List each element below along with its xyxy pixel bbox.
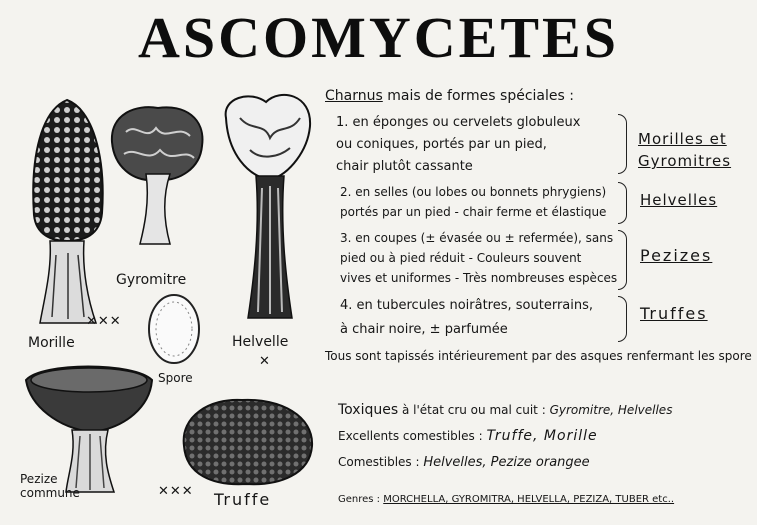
gyromitre-illustration [106,102,210,252]
edibility-toxic [338,402,672,418]
item-2-bracket [618,182,627,224]
page-title: ASCOMYCETES [138,5,619,70]
truffe-label: Truffe [214,490,272,509]
spore-label: Spore [158,371,193,385]
item-1-line-1: 1. en éponges ou cervelets globuleux [336,115,581,130]
item-4-line-1: 4. en tubercules noirâtres, souterrains, [340,298,594,313]
helvelle-label: Helvelle [232,334,289,350]
truffe-toxicity-marks: ✕✕✕ [158,484,194,499]
intro-term: Charnus [325,88,383,104]
morille-label: Morille [28,335,75,351]
spore-illustration [146,292,202,366]
item-1-text [336,112,580,178]
item-2-line-1: 2. en selles (ou lobes ou bonnets phrygiens) [340,185,607,199]
intro-line [325,88,574,104]
item-3-line-2: pied ou à pied réduit - Couleurs souvent [340,251,582,265]
item-1-group-line-1: Morilles et [638,130,727,148]
item-2-group-line-1: Helvelles [640,191,718,209]
pezize-label-line2: commune [20,486,80,500]
helvelle-toxicity-mark: ✕ [259,354,271,369]
asques-note: Tous sont tapissés intérieurement par des asques renfermant les spore [325,349,752,363]
edibility-edible-label: Comestibles : [338,455,424,469]
genres-value: MORCHELLA, GYROMITRA, HELVELLA, PEZIZA, TUBER etc.. [383,494,675,505]
morille-illustration [22,95,112,330]
truffe-illustration [180,396,316,488]
item-1-group-line-2: Gyromitres [638,152,732,170]
item-3-line-3: vives et uniformes - Très nombreuses espèces [340,271,618,285]
edibility-excellent [338,428,598,444]
item-1-line-3: chair plutôt cassante [336,159,473,174]
item-2-group [640,192,717,208]
item-4-text [340,294,593,342]
intro-rest: mais de formes spéciales : [382,88,574,104]
edibility-toxic-text: à l'état cru ou mal cuit : [398,403,550,417]
item-2-line-2: portés par un pied - chair ferme et élastique [340,205,607,219]
genres-label: Genres : [338,494,384,505]
item-4-line-2: à chair noire, ± parfumée [340,322,508,337]
item-1-bracket [618,114,627,174]
item-4-group-line-1: Truffes [640,304,708,323]
genres-line [338,492,674,508]
pezize-label [20,472,80,500]
gyromitre-label: Gyromitre [116,272,187,288]
item-3-group [640,248,712,264]
edibility-edible-value: Helvelles, Pezize orangee [423,455,590,470]
item-2-text [340,182,606,222]
edibility-toxic-label: Toxiques [338,402,399,418]
edibility-excellent-value: Truffe, Morille [486,428,598,444]
item-3-group-line-1: Pezizes [640,246,713,265]
edibility-toxic-value: Gyromitre, Helvelles [549,403,673,417]
item-4-group [640,306,708,322]
item-3-line-1: 3. en coupes (± évasée ou ± refermée), sans [340,231,614,245]
item-3-bracket [618,230,627,290]
item-1-group [638,128,731,172]
pezize-label-line1: Pezize [20,472,58,486]
item-4-bracket [618,296,627,342]
edibility-edible [338,454,590,471]
item-1-line-2: ou coniques, portés par un pied, [336,137,547,152]
edibility-excellent-label: Excellents comestibles : [338,429,487,443]
morille-toxicity-marks: ✕✕✕ [86,314,122,329]
helvelle-illustration [220,88,320,328]
item-3-text [340,228,617,288]
